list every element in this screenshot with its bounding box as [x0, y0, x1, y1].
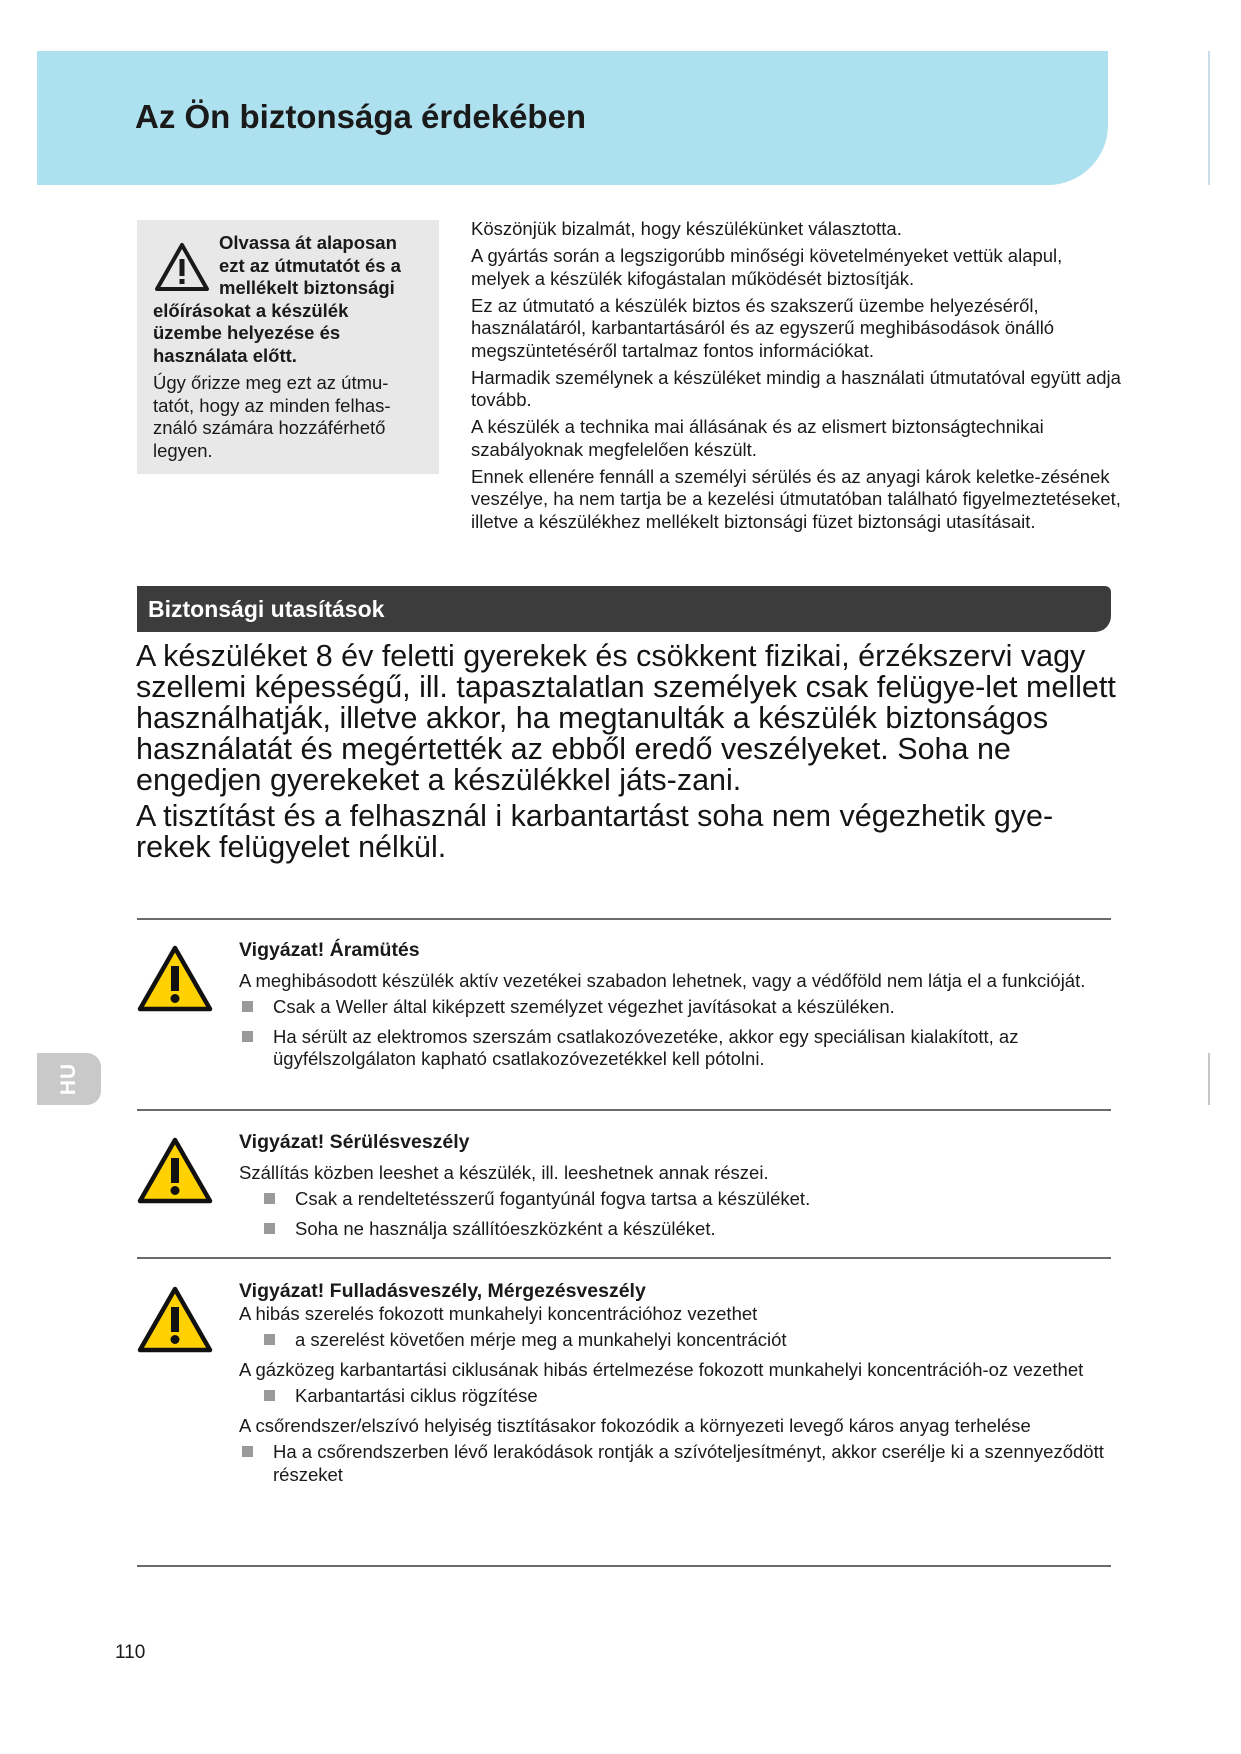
warning-title: Vigyázat! Sérülésveszély: [239, 1131, 470, 1153]
bullet-square-icon: [264, 1223, 275, 1234]
intro-paragraph: Ez az útmutató a készülék biztos és szakszerű üzembe helyezéséről, használatáról, karbantartásáról és az egyszerű meghibásodások önálló megszüntetéséről tartalmaz fontos információkat.: [471, 294, 1055, 361]
language-code: HU: [57, 1062, 80, 1096]
list-item: Soha ne használja szállítóeszközként a készüléket.: [239, 1218, 1119, 1241]
page-title: Az Ön biztonsága érdekében: [135, 98, 587, 135]
divider: [137, 1109, 1111, 1111]
warning-title: Vigyázat! Áramütés: [239, 939, 420, 961]
list-item: Ha sérült az elektromos szerszám csatlakozóvezetéke, akkor egy speciálisan kialakított, az ügyfélszolgálaton kapható csatlakozóvezetékkel kell pótolni.: [239, 1026, 1119, 1071]
list-item: Karbantartási ciklus rögzítése: [239, 1385, 1119, 1408]
children-safety-text: [136, 641, 1126, 868]
big-paragraph: A tisztítást és a felhasznál i karbantartást soha nem végezhetik gye-rekek felügyelet nélkül.: [136, 799, 1054, 864]
warning-text: A gázközeg karbantartási ciklusának hibás értelmezése fokozott munkahelyi koncentrációh-oz vezethet: [239, 1358, 1084, 1380]
notice-bold-text: Olvassa át alaposan ezt az útmutatót és a mellékelt biztonsági előírásokat a készülék üzembe helyezése és használata előtt.: [153, 232, 401, 366]
section-title: Biztonsági utasítások: [148, 596, 385, 622]
intro-paragraph: A készülék a technika mai állásának és az elismert biztonságtechnikai szabályoknak megfelelően készült.: [471, 416, 1044, 460]
warning-text: Szállítás közben leeshet a készülék, ill. leeshetnek annak részei.: [239, 1161, 769, 1183]
list-item: Ha a csőrendszerben lévő lerakódások rontják a szívóteljesítményt, akkor cserélje ki a szennyeződött részeket: [239, 1441, 1119, 1486]
warning-triangle-icon: [137, 1286, 213, 1354]
bullet-square-icon: [242, 1446, 253, 1457]
warning-text: A meghibásodott készülék aktív vezetékei szabadon lehetnek, vagy a védőföld nem látja el a funkcióját.: [239, 969, 1086, 991]
list-item: Csak a Weller által kiképzett személyzet végezhet javításokat a készüléken.: [239, 996, 1119, 1019]
language-tab: [37, 1053, 101, 1105]
divider: [137, 1565, 1111, 1567]
notice-normal-text: Úgy őrizze meg ezt az útmu- tatót, hogy az minden felhas- ználó számára hozzáférhető legyen.: [153, 372, 391, 461]
right-edge-rule: [1208, 51, 1210, 185]
warning-text: A hibás szerelés fokozott munkahelyi koncentrációhoz vezethet: [239, 1302, 758, 1324]
list-item: a szerelést követően mérje meg a munkahelyi koncentrációt: [239, 1329, 1119, 1352]
bullet-square-icon: [242, 1031, 253, 1042]
warning-text: A csőrendszer/elszívó helyiség tisztításakor fokozódik a környezeti levegő káros anyag terhelése: [239, 1414, 1031, 1436]
intro-paragraph: Ennek ellenére fennáll a személyi sérülés és az anyagi károk keletke-zésének veszélye, ha nem tartja be a kezelési útmutatóban található figyelmeztetéseket, illetve a készülékhez mellékelt biztonsági füzet biztonsági utasításait.: [471, 465, 1121, 532]
header-band: [37, 51, 1108, 185]
warning-triangle-icon: [137, 945, 213, 1013]
intro-text: [471, 218, 1121, 538]
warning-triangle-icon: [137, 1137, 213, 1205]
list-item: Csak a rendeltetésszerű fogantyúnál fogva tartsa a készüléket.: [239, 1188, 1119, 1211]
bullet-square-icon: [264, 1193, 275, 1204]
divider: [137, 1257, 1111, 1259]
bullet-square-icon: [242, 1001, 253, 1012]
page-number: 110: [115, 1642, 146, 1663]
section-header-bar: [137, 586, 1111, 632]
bullet-square-icon: [264, 1390, 275, 1401]
read-manual-notice: [137, 220, 439, 474]
intro-paragraph: Harmadik személynek a készüléket mindig a használati útmutatóval együtt adja tovább.: [471, 366, 1121, 410]
intro-paragraph: A gyártás során a legszigorúbb minőségi követelményeket vettük alapul, melyek a készülék kifogástalan működését biztosítják.: [471, 245, 1063, 289]
divider: [137, 918, 1111, 920]
intro-paragraph: Köszönjük bizalmát, hogy készülékünket választotta.: [471, 218, 902, 239]
right-edge-rule-lower: [1208, 1053, 1210, 1105]
big-paragraph: A készüléket 8 év feletti gyerekek és csökkent fizikai, érzékszervi vagy szellemi képességű, ill. tapasztalatlan személyek csak felügye-let mellett használhatják, illetve akkor, ha megtanulták a készülék biztonságos használatát és megértették az ebből eredő veszélyeket. Soha ne engedjen gyerekeket a készülékkel játs-zani.: [136, 639, 1116, 797]
warning-title: Vigyázat! Fulladásveszély, Mérgezésveszély: [239, 1280, 646, 1302]
bullet-square-icon: [264, 1334, 275, 1345]
